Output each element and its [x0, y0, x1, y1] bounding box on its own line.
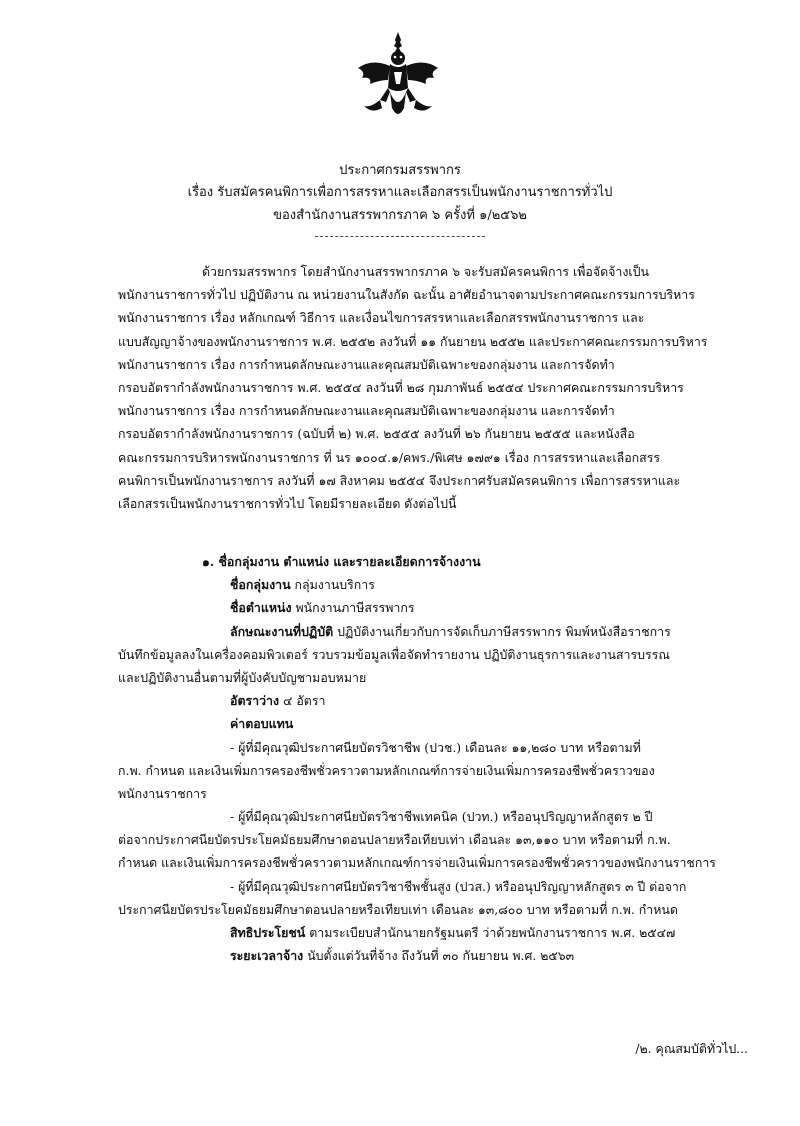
pay-item: ต่อจากประกาศนียบัตรประโยคมัธยมศึกษาตอนปลายหรือเทียบเท่า เดือนละ ๑๓,๑๑๐ บาท หรือตามที่ ก.พ. [118, 832, 671, 848]
section-1-heading: ๑. ชื่อกลุ่มงาน ตำแหน่ง และรายละเอียดการจ้างงาน [202, 554, 481, 569]
pay-item: ก.พ. กำหนด และเงินเพิ่มการครองชีพชั่วคราวตามหลักเกณฑ์การจ่ายเงินเพิ่มการครองชีพชั่วคราวของ [118, 762, 655, 778]
intro-line: ด้วยกรมสรรพากร โดยสำนักงานสรรพากรภาค ๖ จะรับสมัครคนพิการ เพื่อจัดจ้างเป็น [202, 264, 650, 279]
intro-line: คนพิการเป็นพนักงานราชการ ลงวันที่ ๑๗ สิงหาคม ๒๕๕๔ จึงประกาศรับสมัครคนพิการ เพื่อการสรรหาและ [118, 472, 681, 488]
intro-paragraph [118, 260, 740, 515]
intro-line: คณะกรรมการบริหารพนักงานราชการ ที่ นร ๑๐๐๔.๑/คพร./พิเศษ ๑๗๙๑ เรื่อง การสรรหาและเลือกสรร [118, 449, 661, 465]
pay-item: - ผู้ที่มีคุณวุฒิประกาศนียบัตรวิชาชีพชั้นสูง (ปวส.) หรืออนุปริญญาหลักสูตร ๓ ปี ต่อจาก [230, 878, 687, 894]
term-value: นับตั้งแต่วันที่จ้าง ถึงวันที่ ๓๐ กันยายน พ.ศ. ๒๕๖๓ [307, 948, 575, 964]
intro-line: พนักงานราชการ เรื่อง การกำหนดลักษณะงานและคุณสมบัติเฉพาะของกลุ่มงาน และการจัดทำ [118, 403, 615, 419]
duty-text: บันทึกข้อมูลลงในเครื่องคอมพิวเตอร์ รวบรวมข้อมูลเพื่อจัดทำรายงาน ปฏิบัติงานธุรการและงานสารบรรณ [118, 646, 670, 662]
announcement-subject: เรื่อง รับสมัครคนพิการเพื่อการสรรหาและเลือกสรรเป็นพนักงานราชการทั่วไป [187, 185, 613, 200]
benefit-value: ตามระเบียบสำนักนายกรัฐมนตรี ว่าด้วยพนักงานราชการ พ.ศ. ๒๕๔๗ [309, 925, 676, 940]
rate-value: ๔ อัตรา [283, 693, 326, 709]
intro-line: พนักงานราชการ เรื่อง หลักเกณฑ์ วิธีการ และเงื่อนไขการสรรหาและเลือกสรรพนักงานราชการ และ [118, 310, 645, 326]
position-label: ชื่อตำแหน่ง [230, 600, 292, 616]
pay-item: พนักงานราชการ [118, 785, 207, 801]
intro-line: กรอบอัตรากำลังพนักงานราชการ (ฉบับที่ ๒) พ.ศ. ๒๕๕๕ ลงวันที่ ๒๖ กันยายน ๒๕๕๕ และหนังสือ [118, 426, 635, 442]
duty-row [118, 620, 740, 643]
next-page-marker: /๒. คุณสมบัติทั่วไป... [635, 1041, 748, 1056]
pay-label: ค่าตอบแทน [230, 716, 294, 732]
intro-line: แบบสัญญาจ้างของพนักงานราชการ พ.ศ. ๒๕๕๒ ลงวันที่ ๑๑ กันยายน ๒๕๕๒ และประกาศคณะกรรมการบริหาร [118, 333, 708, 349]
term-row [118, 944, 740, 967]
title-separator [315, 236, 485, 237]
announcement-office: ของสำนักงานสรรพากรภาค ๖ ครั้งที่ ๑/๒๕๖๒ [273, 208, 527, 223]
intro-line: เลือกสรรเป็นพนักงานราชการทั่วไป โดยมีรายละเอียด ดังต่อไปนี้ [118, 495, 457, 511]
pay-item: ประกาศนียบัตรประโยคมัธยมศึกษาตอนปลายหรือเทียบเท่า เดือนละ ๑๓,๘๐๐ บาท หรือตามที่ ก.พ. กำหนด [118, 901, 678, 917]
section-1 [118, 550, 740, 967]
rate-row [118, 689, 740, 712]
intro-line: พนักงานราชการทั่วไป ปฏิบัติงาน ณ หน่วยงานในสังกัด ฉะนั้น อาศัยอำนาจตามประกาศคณะกรรมการบริหาร [118, 287, 695, 303]
duty-text: และปฏิบัติงานอื่นตามที่ผู้บังคับบัญชามอบหมาย [118, 669, 367, 685]
duty-text: ปฏิบัติงานเกี่ยวกับการจัดเก็บภาษีสรรพากร พิมพ์หนังสือราชการ [337, 623, 671, 639]
intro-line: กรอบอัตรากำลังพนักงานราชการ พ.ศ. ๒๕๕๔ ลงวันที่ ๒๘ กุมภาพันธ์ ๒๕๕๔ ประกาศคณะกรรมการบริหาร [118, 379, 684, 395]
announcement-heading: ประกาศกรมสรรพากร [339, 163, 461, 178]
pay-item: - ผู้ที่มีคุณวุฒิประกาศนียบัตรวิชาชีพเทคนิค (ปวท.) หรืออนุปริญญาหลักสูตร ๒ ปี [230, 809, 653, 825]
group-value: กลุ่มงานบริการ [294, 577, 375, 593]
group-row [118, 573, 740, 596]
garuda-emblem-icon [350, 28, 446, 124]
position-row [118, 596, 740, 619]
group-label: ชื่อกลุ่มงาน [230, 577, 291, 593]
pay-item: - ผู้ที่มีคุณวุฒิประกาศนียบัตรวิชาชีพ (ปวช.) เดือนละ ๑๑,๒๘๐ บาท หรือตามที่ [230, 739, 641, 755]
benefit-label: สิทธิประโยชน์ [230, 925, 306, 940]
rate-label: อัตราว่าง [230, 693, 280, 709]
term-label: ระยะเวลาจ้าง [230, 948, 304, 964]
pay-item: กำหนด และเงินเพิ่มการครองชีพชั่วคราวตามหลักเกณฑ์การจ่ายเงินเพิ่มการครองชีพชั่วคราวของพนักงานราชการ [118, 855, 716, 871]
intro-line: พนักงานราชการ เรื่อง การกำหนดลักษณะงานและคุณสมบัติเฉพาะของกลุ่มงาน และการจัดทำ [118, 356, 615, 372]
position-value: พนักงานภาษีสรรพากร [295, 600, 415, 616]
duty-label: ลักษณะงานที่ปฏิบัติ [230, 623, 334, 639]
benefit-row [118, 921, 740, 944]
